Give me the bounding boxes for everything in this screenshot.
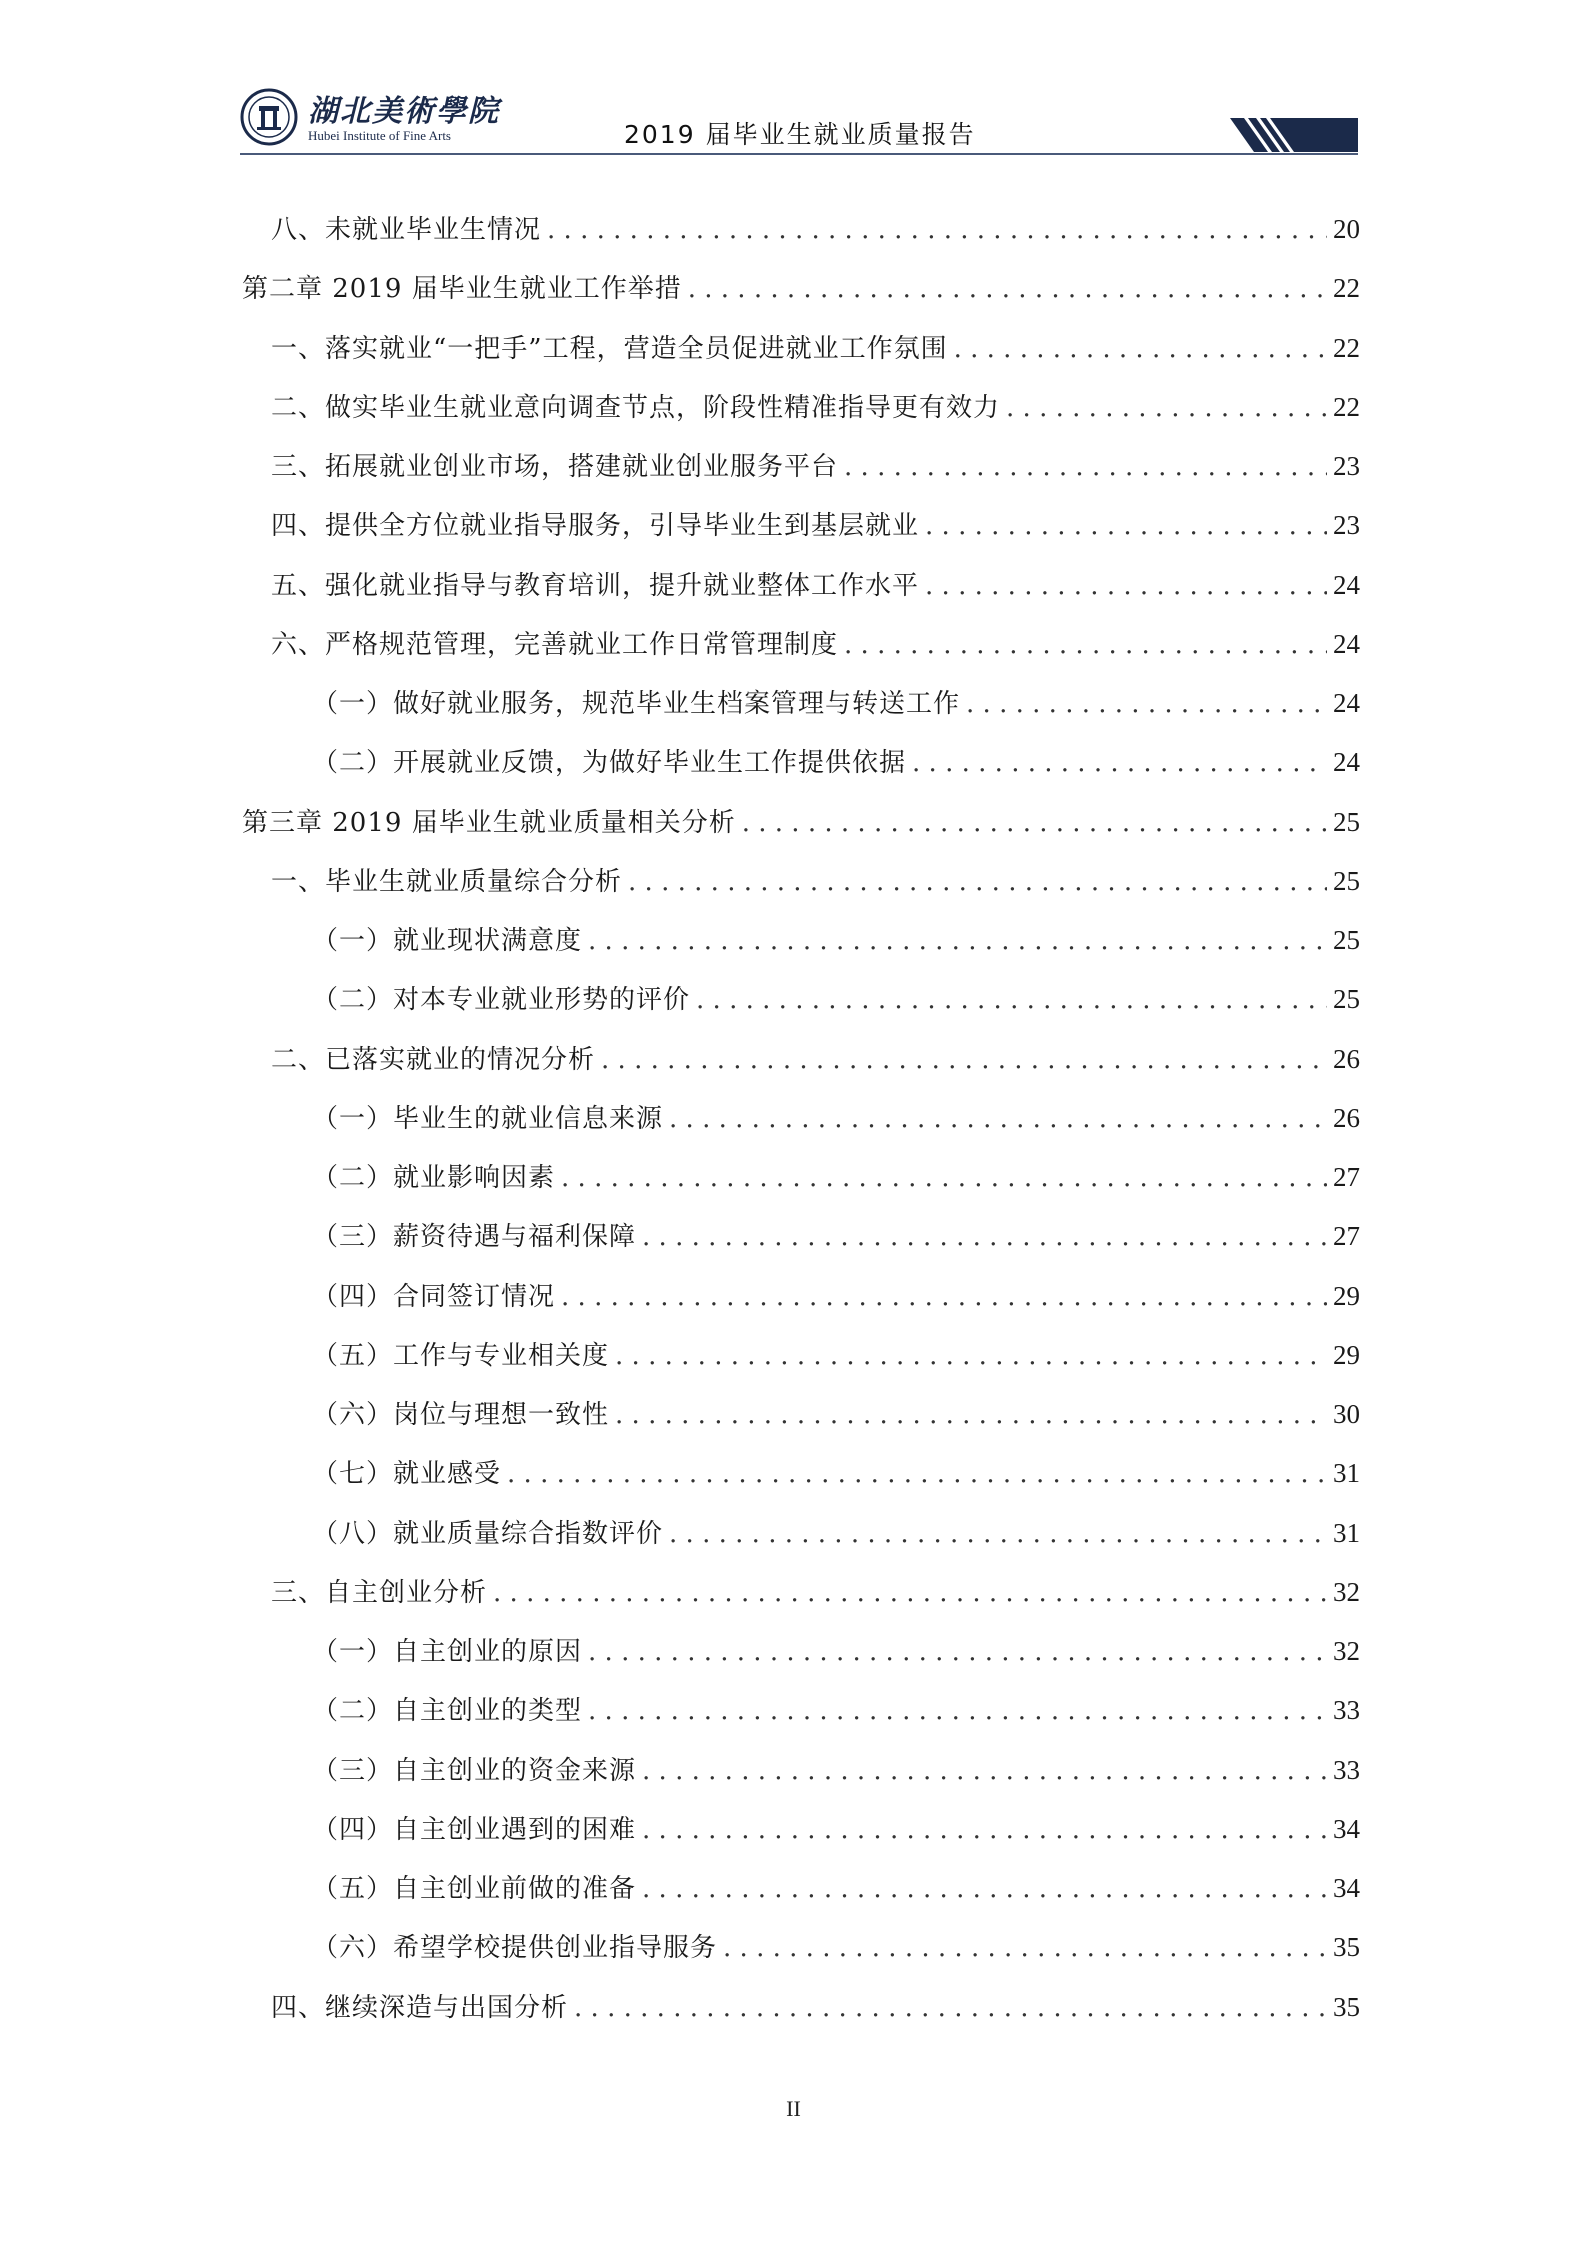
toc-entry-page: 35 — [1333, 1991, 1360, 2022]
toc-dot-leader — [547, 201, 1327, 260]
toc-entry-title: 三、自主创业分析 — [271, 1577, 488, 1608]
toc-dot-leader — [574, 1979, 1327, 2038]
toc-entry-page: 29 — [1333, 1339, 1360, 1370]
school-seal-icon — [240, 88, 298, 146]
toc-entry-page: 34 — [1333, 1813, 1360, 1844]
toc-entry[interactable] — [242, 1148, 1360, 1207]
toc-entry-page: 24 — [1333, 569, 1360, 600]
toc-entry[interactable] — [242, 615, 1360, 674]
toc-dot-leader — [669, 1505, 1327, 1564]
toc-entry-page: 25 — [1333, 984, 1360, 1015]
toc-entry-title: 一、毕业生就业质量综合分析 — [271, 866, 623, 897]
toc-entry-title: 第三章 2019 届毕业生就业质量相关分析 — [242, 807, 736, 838]
toc-entry-page: 24 — [1333, 747, 1360, 778]
toc-entry-title: 四、提供全方位就业指导服务，引导毕业生到基层就业 — [271, 511, 920, 542]
toc-entry-title: （六）希望学校提供创业指导服务 — [312, 1933, 718, 1964]
toc-entry-page: 31 — [1333, 1458, 1360, 1489]
toc-entry[interactable] — [242, 970, 1360, 1029]
toc-entry[interactable] — [242, 793, 1360, 852]
toc-entry-page: 25 — [1333, 865, 1360, 896]
toc-dot-leader — [742, 794, 1327, 853]
toc-entry[interactable] — [242, 1800, 1360, 1859]
toc-dot-leader — [912, 734, 1327, 793]
toc-dot-leader — [507, 1445, 1327, 1504]
toc-entry[interactable] — [242, 437, 1360, 496]
report-title: 2019 届毕业生就业质量报告 — [624, 120, 976, 149]
toc-entry[interactable] — [242, 1859, 1360, 1918]
toc-entry-title: 六、严格规范管理，完善就业工作日常管理制度 — [271, 629, 839, 660]
toc-entry-page: 25 — [1333, 806, 1360, 837]
toc-dot-leader — [688, 260, 1327, 319]
toc-entry-title: （二）自主创业的类型 — [312, 1696, 583, 1727]
toc-dot-leader — [561, 1149, 1327, 1208]
toc-entry-page: 33 — [1333, 1754, 1360, 1785]
toc-dot-leader — [723, 1919, 1327, 1978]
toc-entry-title: 一、落实就业“一把手”工程，营造全员促进就业工作氛围 — [271, 333, 948, 364]
toc-entry-title: （一）自主创业的原因 — [312, 1637, 583, 1667]
toc-entry[interactable] — [242, 1385, 1360, 1444]
toc-entry-title: 八、未就业毕业生情况 — [271, 215, 542, 245]
toc-entry-title: （八）就业质量综合指数评价 — [312, 1518, 664, 1549]
toc-entry-title: 二、做实毕业生就业意向调查节点，阶段性精准指导更有效力 — [271, 392, 1001, 423]
toc-entry-title: （一）做好就业服务，规范毕业生档案管理与转送工作 — [312, 689, 961, 719]
toc-entry[interactable] — [242, 733, 1360, 792]
toc-dot-leader — [844, 438, 1327, 497]
toc-dot-leader — [588, 1623, 1327, 1682]
toc-dot-leader — [925, 497, 1327, 556]
toc-entry[interactable] — [242, 1622, 1360, 1681]
toc-entry-page: 20 — [1333, 214, 1360, 244]
toc-entry[interactable] — [242, 319, 1360, 378]
toc-entry[interactable] — [242, 1681, 1360, 1740]
toc-dot-leader — [642, 1742, 1327, 1801]
toc-entry-page: 22 — [1333, 273, 1360, 304]
toc-entry[interactable] — [242, 1444, 1360, 1503]
toc-dot-leader — [669, 1090, 1327, 1149]
toc-entry[interactable] — [242, 1978, 1360, 2037]
toc-entry[interactable] — [242, 259, 1360, 318]
toc-dot-leader — [628, 853, 1327, 912]
toc-entry-page: 22 — [1333, 391, 1360, 422]
toc-dot-leader — [1006, 379, 1327, 438]
toc-dot-leader — [642, 1801, 1327, 1860]
toc-dot-leader — [615, 1327, 1327, 1386]
toc-entry-page: 32 — [1333, 1636, 1360, 1666]
toc-entry-page: 26 — [1333, 1043, 1360, 1074]
toc-entry-page: 35 — [1333, 1932, 1360, 1963]
header-rule — [240, 153, 1358, 155]
toc-entry-page: 22 — [1333, 332, 1360, 363]
toc-dot-leader — [588, 1682, 1327, 1741]
toc-entry[interactable] — [242, 1326, 1360, 1385]
toc-entry[interactable] — [242, 1563, 1360, 1622]
page-header — [240, 80, 1358, 155]
toc-entry-page: 29 — [1333, 1280, 1360, 1311]
toc-entry[interactable] — [242, 378, 1360, 437]
toc-entry[interactable] — [242, 1030, 1360, 1089]
toc-entry-page: 34 — [1333, 1873, 1360, 1903]
toc-dot-leader — [696, 971, 1327, 1030]
toc-entry-page: 26 — [1333, 1102, 1360, 1133]
toc-entry[interactable] — [242, 1918, 1360, 1977]
toc-entry-title: （二）就业影响因素 — [312, 1163, 556, 1193]
toc-entry-title: （五）自主创业前做的准备 — [312, 1874, 637, 1904]
logo-chinese-name: 湖北美術學院 — [308, 94, 500, 129]
toc-entry[interactable] — [242, 1741, 1360, 1800]
toc-entry-title: （四）合同签订情况 — [312, 1281, 556, 1312]
toc-entry-title: 第二章 2019 届毕业生就业工作举措 — [242, 274, 682, 305]
toc-dot-leader — [966, 675, 1327, 734]
toc-entry-title: （五）工作与专业相关度 — [312, 1340, 610, 1371]
toc-entry[interactable] — [242, 1504, 1360, 1563]
toc-entry-page: 33 — [1333, 1695, 1360, 1726]
header-stripes-decoration — [1230, 118, 1358, 152]
toc-entry-page: 27 — [1333, 1221, 1360, 1252]
toc-dot-leader — [954, 320, 1327, 379]
toc-entry[interactable] — [242, 496, 1360, 555]
toc-entry[interactable] — [242, 674, 1360, 733]
table-of-contents — [242, 200, 1360, 2037]
toc-entry-page: 23 — [1333, 510, 1360, 541]
toc-entry[interactable] — [242, 200, 1360, 259]
toc-dot-leader — [615, 1386, 1327, 1445]
toc-dot-leader — [642, 1208, 1327, 1267]
toc-entry-page: 32 — [1333, 1576, 1360, 1607]
toc-entry-title: （四）自主创业遇到的困难 — [312, 1814, 637, 1845]
toc-dot-leader — [493, 1564, 1327, 1623]
toc-entry-title: 三、拓展就业创业市场，搭建就业创业服务平台 — [271, 452, 839, 482]
toc-dot-leader — [925, 557, 1327, 616]
toc-entry[interactable] — [242, 852, 1360, 911]
toc-entry-page: 30 — [1333, 1399, 1360, 1429]
toc-entry-page: 25 — [1333, 925, 1360, 955]
toc-entry-title: （二）对本专业就业形势的评价 — [312, 985, 691, 1016]
toc-entry-title: （三）自主创业的资金来源 — [312, 1755, 637, 1786]
toc-entry[interactable] — [242, 911, 1360, 970]
toc-entry-page: 27 — [1333, 1162, 1360, 1192]
toc-entry-title: （三）薪资待遇与福利保障 — [312, 1222, 637, 1253]
toc-entry-page: 24 — [1333, 628, 1360, 659]
toc-entry-title: 四、继续深造与出国分析 — [271, 1992, 569, 2023]
toc-dot-leader — [561, 1268, 1327, 1327]
toc-entry-title: （七）就业感受 — [312, 1459, 502, 1490]
toc-entry-title: （二）开展就业反馈，为做好毕业生工作提供依据 — [312, 748, 907, 779]
toc-dot-leader — [588, 912, 1327, 971]
toc-entry[interactable] — [242, 1267, 1360, 1326]
page-number: II — [786, 2096, 801, 2121]
logo-english-name: Hubei Institute of Fine Arts — [308, 128, 451, 143]
toc-entry[interactable] — [242, 1089, 1360, 1148]
toc-dot-leader — [601, 1031, 1327, 1090]
toc-dot-leader — [844, 616, 1327, 675]
toc-dot-leader — [642, 1860, 1327, 1919]
toc-entry-title: 二、已落实就业的情况分析 — [271, 1044, 596, 1075]
toc-entry[interactable] — [242, 556, 1360, 615]
toc-entry-title: 五、强化就业指导与教育培训，提升就业整体工作水平 — [271, 570, 920, 601]
toc-entry-title: （一）毕业生的就业信息来源 — [312, 1103, 664, 1134]
toc-entry-page: 23 — [1333, 451, 1360, 481]
toc-entry-page: 31 — [1333, 1517, 1360, 1548]
toc-entry[interactable] — [242, 1207, 1360, 1266]
toc-entry-title: （六）岗位与理想一致性 — [312, 1400, 610, 1430]
toc-entry-page: 24 — [1333, 688, 1360, 718]
toc-entry-title: （一）就业现状满意度 — [312, 926, 583, 956]
